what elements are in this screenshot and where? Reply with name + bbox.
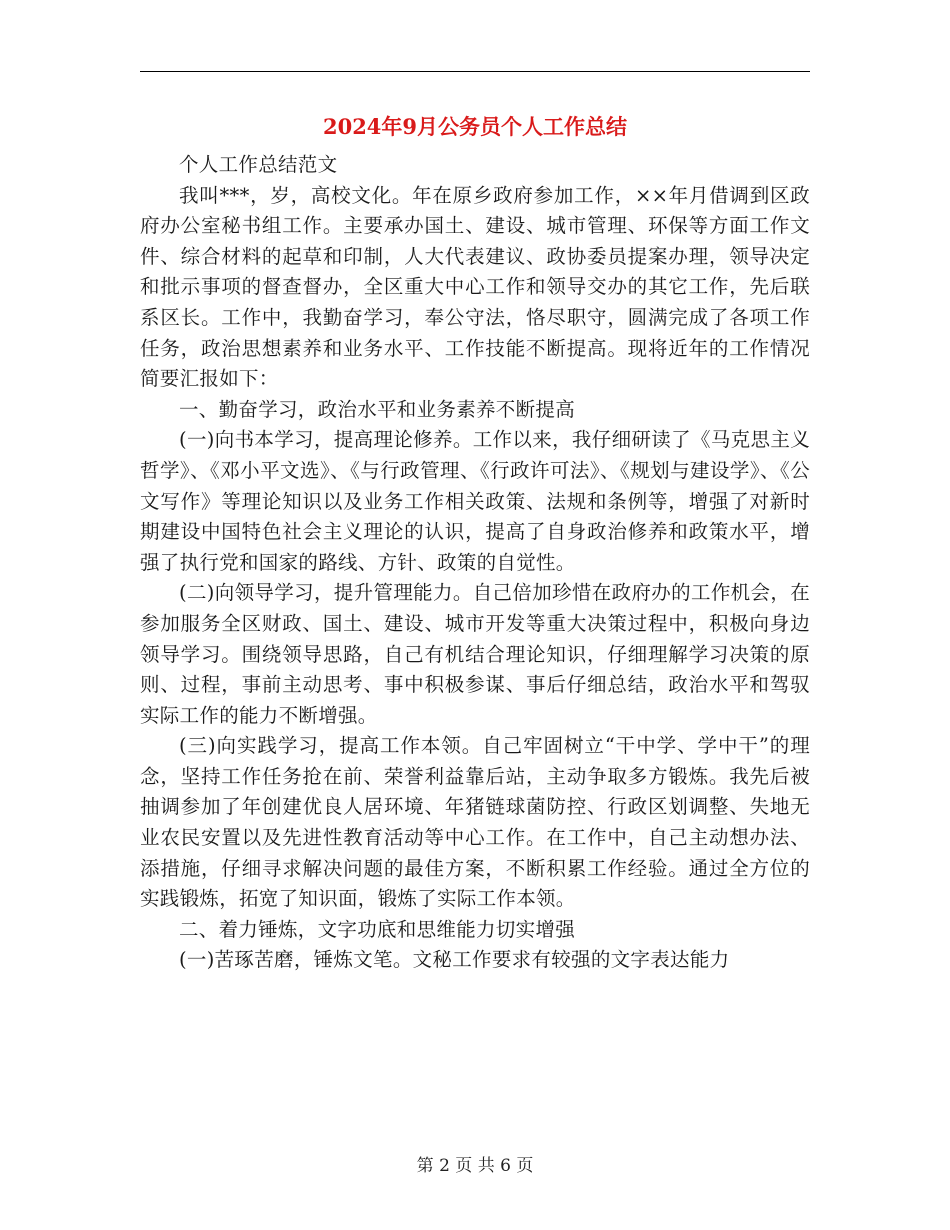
paragraph-subtitle: 个人工作总结范文 bbox=[179, 153, 338, 176]
paragraph-1-1: (一)向书本学习，提高理论修养。工作以来，我仔细研读了《马克思主义哲学》、《邓小平文选》、《与行政管理、《行政许可法》、《规划与建设学》、《公文写作》等理论知识以及业务工作相关政策、法规和条例等，增强了对新时期建设中国特色社会主义理论的认识，提高了自身政治修养和政策水平，增强了执行党和国家的路线、方针、政策的自觉性。 bbox=[140, 428, 810, 574]
paragraph-intro: 我叫***，岁，高校文化。年在原乡政府参加工作，××年月借调到区政府办公室秘书组工作。主要承办国土、建设、城市管理、环保等方面工作文件、综合材料的起草和印制，人大代表建议、政协委员提案办理，领导决定和批示事项的督查督办，全区重大中心工作和领导交办的其它工作，先后联系区长。工作中，我勤奋学习，奉公守法，恪尽职守，圆满完成了各项工作任务，政治思想素养和业务水平、工作技能不断提高。现将近年的工作情况简要汇报如下： bbox=[140, 183, 810, 391]
section-heading-2: 二、着力锤炼，文字功底和思维能力切实增强 bbox=[179, 917, 576, 941]
page-number-footer: 第 2 页 共 6 页 bbox=[416, 1156, 534, 1176]
document-title: 2024年9月公务员个人工作总结 bbox=[322, 114, 628, 139]
paragraph-1-3: (三)向实践学习，提高工作本领。自己牢固树立“干中学、学中干”的理念，坚持工作任务抢在前、荣誉利益靠后站，主动争取多方锻炼。我先后被抽调参加了年创建优良人居环境、年猪链球菌防控、行政区划调整、失地无业农民安置以及先进性教育活动等中心工作。在工作中，自己主动想办法、添措施，仔细寻求解决问题的最佳方案，不断积累工作经验。通过全方位的实践锻炼，拓宽了知识面，锻炼了实际工作本领。 bbox=[140, 734, 810, 911]
document-body bbox=[140, 150, 810, 976]
paragraph-1-2: (二)向领导学习，提升管理能力。自己倍加珍惜在政府办的工作机会，在参加服务全区财政、国土、建设、城市开发等重大决策过程中，积极向身边领导学习。围绕领导思路，自己有机结合理论知识，仔细理解学习决策的原则、过程，事前主动思考、事中积极参谋、事后仔细总结，政治水平和驾驭实际工作的能力不断增强。 bbox=[140, 581, 810, 727]
paragraph-2-1: (一)苦琢苦磨，锤炼文笔。文秘工作要求有较强的文字表达能力 bbox=[179, 948, 730, 972]
header-rule bbox=[140, 71, 810, 72]
section-heading-1: 一、勤奋学习，政治水平和业务素养不断提高 bbox=[179, 397, 576, 421]
